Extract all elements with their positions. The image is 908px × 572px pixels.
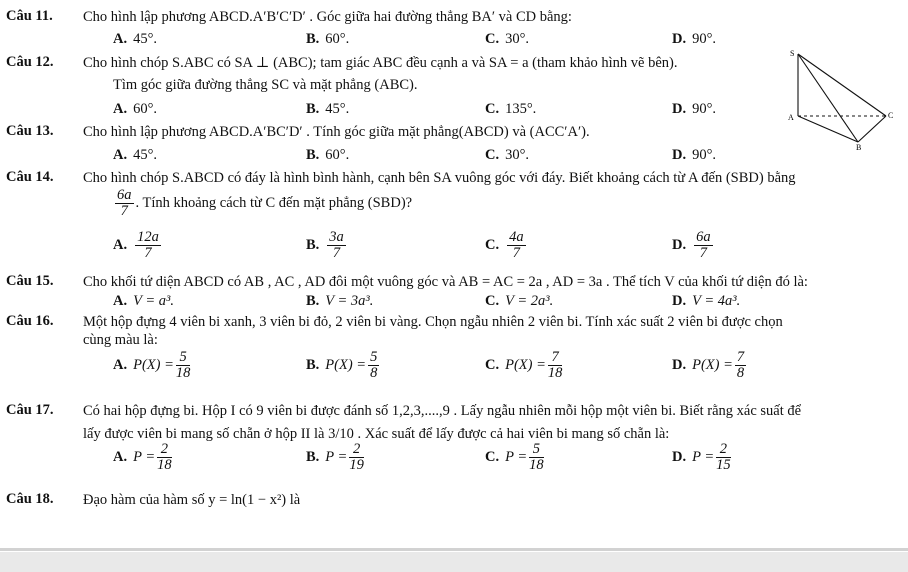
label-a: A [788,113,794,122]
question-number-11: Câu 11. [6,8,53,24]
question-text-14-line1: Cho hình chóp S.ABCD có đáy là hình bình hành, cạnh bên SA vuông góc với đáy. Biết khoảng cách từ A đến (SBD) bằng [83,170,796,186]
option-a-12: A. 60°. [113,101,158,117]
option-c-17: C. P = $\frac{5}{18}$ [485,441,544,473]
option-c-13: C. 30°. [485,147,530,163]
option-c-15: C. V = 2a³. [485,293,554,309]
question-number-16: Câu 16. [6,313,54,329]
page-footer-band [0,552,908,572]
option-d-16: D. P(X) = $\frac{7}{8}$ [672,349,745,381]
option-d-13: D. 90°. [672,147,717,163]
option-b-15: B. V = 3a³. [306,293,374,309]
edge-bc [858,116,886,142]
option-d-17: D. P = $\frac{2}{15}$ [672,441,731,473]
option-d-11: D. 90°. [672,31,717,47]
question-text-17-line2: lấy được viên bi mang số chẵn ở hộp II là 3/10 . Xác suất để lấy được cả hai viên bi mang số chẵn là: [83,426,670,442]
edge-sc [798,54,886,116]
option-a-13: A. 45°. [113,147,158,163]
option-a-17: A. P = $\frac{2}{18}$ [113,441,172,473]
option-a-11: A. 45°. [113,31,158,47]
option-b-17: B. P = $\frac{2}{19}$ [306,441,364,473]
question-number-12: Câu 12. [6,54,54,70]
question-text-16-line2: cùng màu là: [83,332,158,348]
label-b: B [856,143,862,150]
question-text-17-line1: Có hai hộp đựng bi. Hộp I có 9 viên bi được đánh số 1,2,3,....,9 . Lấy ngẫu nhiên mỗi hộp một viên bi. Biết rằng xác suất để [83,403,802,419]
question-text-12-line2: Tìm góc giữa đường thẳng SC và mặt phẳng (ABC). [113,77,418,93]
option-a-14: A. $\frac{12a}{7}$ [113,229,159,261]
question-number-15: Câu 15. [6,273,54,289]
question-number-18: Câu 18. [6,491,54,507]
label-c: C [888,111,894,120]
option-b-13: B. 60°. [306,147,350,163]
question-text-15: Cho khối tứ diện ABCD có AB , AC , AD đôi một vuông góc và AB = AC = 2a , AD = 3a . Thể tích V của khối tứ diện đó là: [83,274,808,290]
question-number-14: Câu 14. [6,169,54,185]
option-b-11: B. 60°. [306,31,350,47]
option-b-16: B. P(X) = $\frac{5}{8}$ [306,349,378,381]
question-text-18: Đạo hàm của hàm số y = ln(1 − x²) là [83,492,301,508]
option-c-16: C. P(X) = $\frac{7}{18}$ [485,349,563,381]
option-b-14: B. $\frac{3a}{7}$ [306,229,344,261]
option-c-14: C. $\frac{4a}{7}$ [485,229,524,261]
question-text-14-line2: $\frac{6a}{7}$ . Tính khoảng cách từ C đến mặt phẳng (SBD)? [117,187,413,219]
page-divider [0,548,908,551]
option-c-12: C. 135°. [485,101,537,117]
option-b-12: B. 45°. [306,101,350,117]
question-number-17: Câu 17. [6,402,54,418]
question-text-11: Cho hình lập phương ABCD.A′B′C′D′ . Góc giữa hai đường thẳng BA′ và CD bằng: [83,9,572,25]
question-number-13: Câu 13. [6,123,54,139]
question-text-13: Cho hình lập phương ABCD.A′BC′D′ . Tính góc giữa mặt phẳng(ABCD) và (ACC′A′). [83,124,590,140]
label-s: S [790,50,795,58]
given-distance-fraction: $\frac{6a}{7}$ [117,187,132,219]
option-a-15: A. V = a³. [113,293,174,309]
question-text-16-line1: Một hộp đựng 4 viên bi xanh, 3 viên bi đỏ, 2 viên bi vàng. Chọn ngẫu nhiên 2 viên bi. Tính xác suất 2 viên bi được chọn [83,314,783,330]
option-d-14: D. $\frac{6a}{7}$ [672,229,711,261]
pyramid-figure [786,50,896,150]
option-a-16: A. P(X) = $\frac{5}{18}$ [113,349,191,381]
question-text-12-line1: Cho hình chóp S.ABC có SA ⊥ (ABC); tam giác ABC đều cạnh a và SA = a (tham khảo hình vẽ bên). [83,55,678,71]
option-d-12: D. 90°. [672,101,717,117]
option-c-11: C. 30°. [485,31,530,47]
option-d-15: D. V = 4a³. [672,293,741,309]
